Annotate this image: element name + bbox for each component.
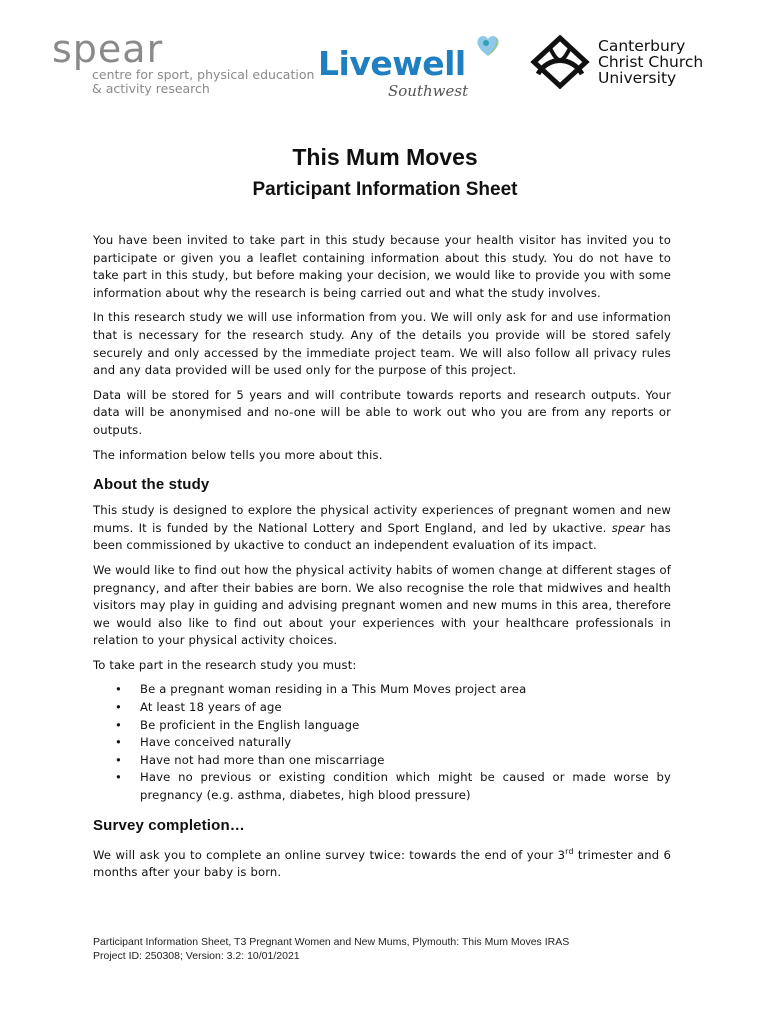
list-item — [93, 681, 671, 699]
livewell-logo — [318, 30, 508, 102]
intro-paragraph: In this research study we will use information from you. We will only ask for and use information that is necessary for the research study. Any of the details you provide will be stored safely securely and only accessed by the immediate project team. We will also follow all privacy rules and any data provided will be used only for the purpose of this project. — [93, 310, 671, 378]
survey-text: We will ask you to complete an online survey twice: towards the end of your 3 — [93, 847, 566, 862]
livewell-logo-word: Livewell — [318, 44, 466, 83]
header-logos — [0, 24, 770, 104]
intro-paragraph: Data will be stored for 5 years and will contribute towards reports and research outputs. Your data will be anonymised and no-one will be able to work out who you are from any reports or outputs. — [93, 387, 671, 437]
about-heading: About the study — [93, 476, 210, 494]
bullet-icon: • — [115, 717, 122, 732]
bullet-icon: • — [115, 770, 122, 785]
cccu-logo-line2: Christ Church — [598, 53, 704, 71]
criteria-list — [93, 681, 671, 804]
survey-text-end: trimester and 6 months after your baby is born. — [93, 847, 672, 880]
document-title: This Mum Moves — [292, 144, 478, 170]
cccu-logo-line3: University — [598, 69, 677, 87]
spear-logo-line2: & activity research — [92, 81, 210, 96]
list-item — [93, 752, 671, 770]
about-paragraph-1 — [93, 502, 671, 555]
about-p1-spear: spear — [611, 520, 645, 535]
cccu-logo — [530, 34, 730, 94]
criteria-text: Have no previous or existing condition which might be caused or made worse by pregnancy (e.g. asthma, diabetes, high blood pressure) — [140, 770, 671, 803]
livewell-heart-icon — [473, 30, 503, 60]
list-item — [93, 734, 671, 752]
about-paragraph-2: We would like to find out how the physical activity habits of women change at different stages of pregnancy, and after their babies are born. We also recognise the role that midwives and health visitors may play in guiding and advising pregnant women and new mums in this area, therefore we would also like to find out about your experiences with your healthcare professionals in relation to your physical activity choices. — [93, 562, 671, 648]
about-p1-text: This study is designed to explore the physical activity experiences of pregnant women and new mums. It is funded by the National Lottery and Sport England, and led by ukactive. — [93, 503, 671, 535]
criteria-text: Have conceived naturally — [140, 735, 292, 750]
list-item — [93, 769, 671, 804]
criteria-text: Be a pregnant woman residing in a This Mum Moves project area — [140, 682, 527, 697]
about-paragraph-3: To take part in the research study you must: — [93, 657, 357, 672]
spear-logo-line1: centre for sport, physical education — [92, 67, 315, 82]
survey-superscript: rd — [565, 846, 574, 856]
about-p1-text-end: has been commissioned by ukactive to conduct an independent evaluation of its impact. — [93, 520, 671, 553]
intro-paragraph: The information below tells you more about this. — [93, 447, 383, 462]
spear-logo — [52, 27, 315, 96]
criteria-text: Have not had more than one miscarriage — [140, 752, 385, 767]
criteria-text: At least 18 years of age — [140, 700, 282, 715]
cccu-logo-text — [598, 38, 703, 86]
intro-paragraph: You have been invited to take part in this study because your health visitor has invited you to participate or given you a leaflet containing information about this study. You do not have to take part in this study, but before making your decision, we would like to provide you with some information about why the research is being carried out and what the study involves. — [93, 233, 671, 300]
cccu-logo-line1: Canterbury — [598, 37, 686, 55]
criteria-text: Be proficient in the English language — [140, 717, 360, 732]
bullet-icon: • — [115, 735, 122, 750]
footer-line-2: Project ID: 250308; Version: 3.2: 10/01/2021 — [93, 950, 300, 962]
bullet-icon: • — [115, 752, 122, 767]
bullet-icon: • — [115, 682, 122, 697]
list-item — [93, 717, 671, 735]
survey-heading: Survey completion… — [93, 816, 245, 834]
cccu-crest-icon — [530, 34, 590, 90]
bullet-icon: • — [115, 700, 122, 715]
page-footer — [93, 935, 653, 963]
footer-line-1: Participant Information Sheet, T3 Pregnant Women and New Mums, Plymouth: This Mum Moves IRAS — [93, 936, 570, 948]
document-body — [93, 232, 671, 889]
spear-logo-word: spear — [52, 27, 164, 71]
list-item — [93, 699, 671, 717]
document-subtitle: Participant Information Sheet — [252, 179, 518, 200]
survey-paragraph — [93, 843, 671, 882]
livewell-logo-sub: Southwest — [388, 82, 469, 100]
